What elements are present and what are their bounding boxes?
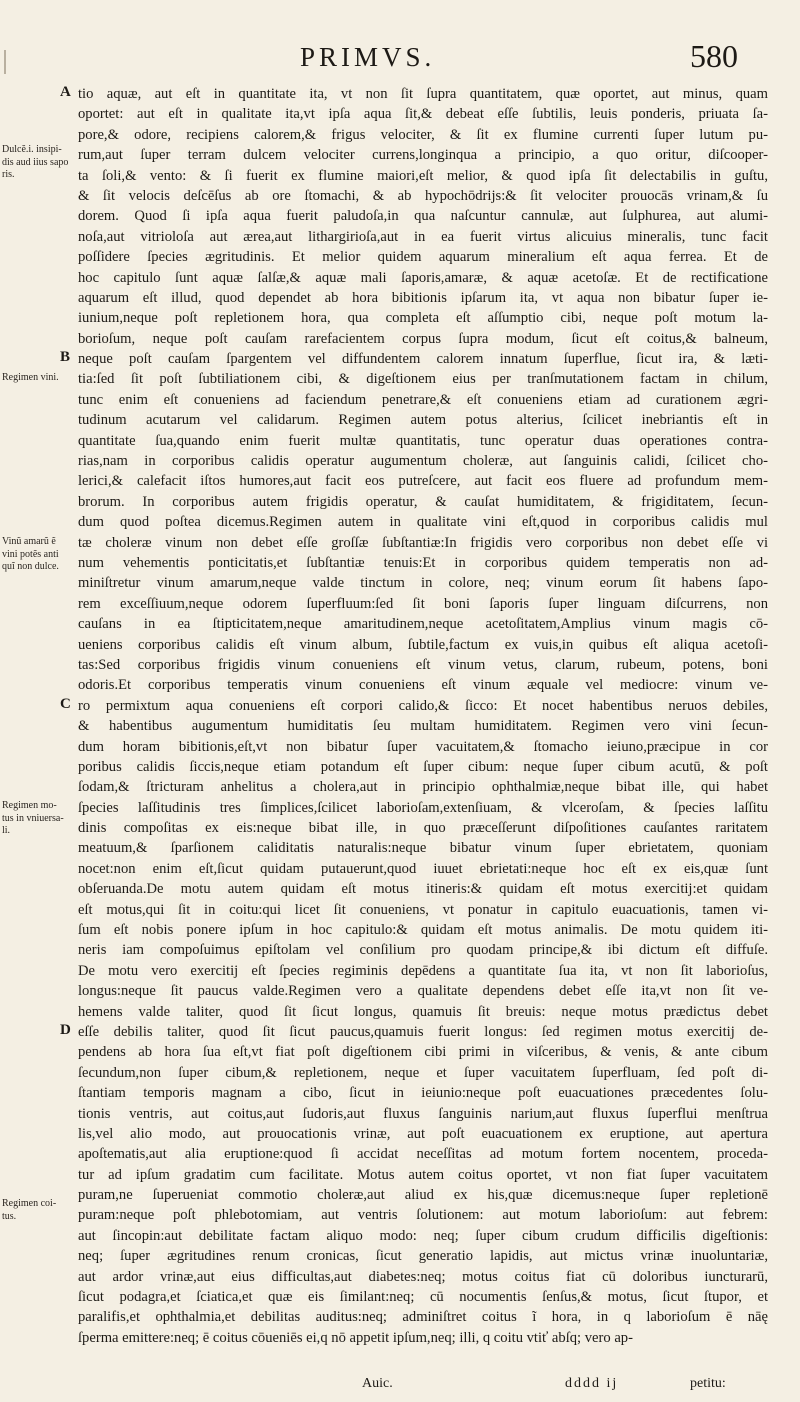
text-line: aquarum eſt illud, quod dependet ab hora bibitionis ipſarum ita, vt aqua non bibatur ſuper ie- bbox=[78, 289, 768, 306]
text-line: neris iam compoſuimus epiſtolam vel conſilium pro quodam principe,& ibi dictum eſt diffuſe. bbox=[78, 942, 768, 959]
text-line: pendens ab hora ſua eſt,vt fiat poſt digeſtionem cibi primi in viſceribus, & venis, & ante cibum bbox=[78, 1044, 768, 1061]
text-line: ro permixtum aqua conueniens eſt corpori calido,& ſicco: Et nocet habentibus neruos debiles, bbox=[78, 697, 768, 714]
text-line: tæ choleræ vinum non debet eſſe groſſæ ſubſtantiæ:In frigidis vero corporibus non debet eſſe vi bbox=[78, 534, 768, 551]
text-line: ſecundum,non ſuper cibum,& repletionem, neque et ſuper vacuitatem ſuperfluam, ſed poſt di- bbox=[78, 1064, 768, 1081]
text-line: neque poſt cauſam ſpargentem vel diffundentem calorem innatum ſuperflue, ſicut ira, & læti- bbox=[78, 351, 768, 368]
text-line: & ſit velocis deſcēſus ab ore ſtomachi, & ab hypochōdrijs:& ſit velociter prouocās vrinam,& ſu bbox=[78, 187, 768, 204]
text-line: apoſtematis,aut alia eruptione:quod ſi accidat neceſſitas ad motum fortem nocentem, proceda- bbox=[78, 1146, 768, 1163]
text-line: nocet:non enim eſt,ſicut quidam putauerunt,quod iuuet ebrietati:neque hoc eſt ex eis,quæ ſunt bbox=[78, 860, 768, 877]
text-line: longus:neque ſit paucus valde.Regimen vero a qualitate dependens debet eſſe ita,vt non ſit ve- bbox=[78, 983, 768, 1000]
running-head bbox=[0, 38, 800, 78]
text-line: tionis ventris, aut coitus,aut ſudoris,aut fluxus ſanguinis narium,aut fluxus ſuperflui menſtrua bbox=[78, 1105, 768, 1122]
text-line: lerici,& calefacit iſtos humores,aut facit eos putreſcere, aut facit eos fluere ad profundum mem- bbox=[78, 473, 768, 490]
text-line: tia:ſed ſit poſt ſubtiliationem cibi, & digeſtionem eius per tranſmutationem factam in chilum, bbox=[78, 371, 768, 388]
text-line: tur ad ipſum gradatim cum facilitate. Motus autem coitus oportet, vt non fiat ſuper vacuitatem bbox=[78, 1166, 768, 1183]
text-line: dum horam bibitionis,eſt,vt non bibatur ſuper vacuitatem,& ſtomacho ieiuno,præcipue in cor bbox=[78, 738, 768, 755]
text-line: dum quod poſtea dicemus.Regimen autem in qualitate vini eſt,quod in corporibus calidis mul bbox=[78, 514, 768, 531]
margin-note: Vinũ amarũ ẽ vini potẽs anti quĩ non dulce. bbox=[2, 536, 59, 572]
text-line: ſum eſt nobis ponere ipſum in hoc capitulo:& quidam eſt motus animalis. De motu quidem iti- bbox=[78, 922, 768, 939]
text-line: & habentibus augumentum humiditatis ſeu multam humiditatem. Regimen vero vini ſecun- bbox=[78, 718, 768, 735]
text-line: eſſe debilis taliter, quod ſit ſicut paucus,quamuis fuerit longus: ſed regimen motus exercitij de- bbox=[78, 1023, 768, 1040]
text-line: poſſidere ſpecies ægritudinis. Et melior quidem aquarum mineralium eſt aqua ferrea. Et de bbox=[78, 249, 768, 266]
text-line: obſeruanda.De motu autem quidam eſt motus itineris:& quidam eſt motus exercitij:et quidam bbox=[78, 881, 768, 898]
text-line: rem exceſſiuum,neque odorem ſuperfluum:ſed ſit boni ſaporis ſuper linguam diſcurrens, non bbox=[78, 595, 768, 612]
text-line: ta ſoli,& vento: & ſi fuerit ex flumine maiori,eſt melior, & quod ipſa ſit delectabilis in guſtu, bbox=[78, 167, 768, 184]
text-line: eſt motus,qui ſit in coitu:qui licet ſit conueniens, vt ponatur in capitulo euacuationis, tamen vi- bbox=[78, 901, 768, 918]
text-line: rum,aut ſuper terram dulcem velociter currens,longinqua a principio, a quo oritur, diſcooper- bbox=[78, 147, 768, 164]
text-line: dinis compoſitas ex eis:neque bibat ille, in quo præceſſerunt diſpoſitiones cauſantes raritatem bbox=[78, 820, 768, 837]
text-line: oportet: aut eſt in qualitate ita,vt ipſa aqua ſit,& debeat eſſe ſubtilis, leuis ponderis, priuata ſa- bbox=[78, 106, 768, 123]
text-line: hemens valde taliter, quod ſit ſicut longus, quamuis ſit breuis: neque motus prædictus debet bbox=[78, 1003, 768, 1020]
text-line: brorum. In corporibus autem frigidis operatur, & cauſat humiditatem, & frigiditatem, ſecun- bbox=[78, 493, 768, 510]
page-title: PRIMVS. bbox=[300, 42, 436, 72]
text-line: noſa,aut vitrioloſa aut æreа,aut lithargirioſa,aut in ea fuerit virtus alicuius mineralis, tunc facit bbox=[78, 228, 768, 245]
text-line: lis,vel alio modo, aut prouocationis vrinæ, aut poſt euacuationem ex eruptione, aut apertura bbox=[78, 1125, 768, 1142]
margin-note: Regimen coi- tus. bbox=[2, 1198, 57, 1222]
text-line: poribus calidis ſiccis,neque etiam potandum eſt ſuper cibum: neque ſuper cibum acutū, & poſt bbox=[78, 758, 768, 775]
text-line: iunium,neque poſt repletionem hora, qua completa eſt aſſumptio cibi, neque poſt motum la- bbox=[78, 310, 768, 327]
text-line: odoris.Et corporibus temperatis vinum conueniens eſt vinum æquale vel mediocre: vinum ve- bbox=[78, 677, 768, 694]
section-letter-d: D bbox=[60, 1022, 71, 1038]
text-line: num vehementis ponticitatis,et ſubſtantiæ tenuis:Et in corporibus quidem temperatis non ad- bbox=[78, 554, 768, 571]
text-line: ueniens corporibus calidis eſt vinum album, ſubtile,factum ex vuis,in quibus eſt aliqua acetoſi- bbox=[78, 636, 768, 653]
section-letter-b: B bbox=[60, 349, 71, 365]
margin-note: Regimen mo- tus in vniuersa- li. bbox=[2, 800, 64, 836]
body-text bbox=[78, 84, 768, 1348]
margin-note: Dulcĕ.i. insipi- dis aud iius sapo ris. bbox=[2, 144, 69, 180]
text-line: meatuum,& ſparſionem caliditatis naturalis:neque bibatur vinum ſuper ebrietatem, quoniam bbox=[78, 840, 768, 857]
text-line: aut ſincopin:aut debilitate factam aliquo modo: neq; ſuper cibum crudum difficilis digeſtionis: bbox=[78, 1227, 768, 1244]
text-line: ſpecies laſſitudinis tres ſimplices,ſcilicet laborioſam,extenſiuam, & vlceroſam, & ſpecies laſſitu bbox=[78, 799, 768, 816]
text-line: ſtantiam temporis magnam a cibo, ſicut in ieiunio:neque poſt euacuationes præcedentes ſolu- bbox=[78, 1085, 768, 1102]
text-line: paralifis,et ophthalmia,et debilitas auditus:neq; adminiſtret coitus ĩ hora, in q laborioſum ē nāę bbox=[78, 1309, 768, 1326]
text-line: borioſum, neque poſt cauſam rarefacientem corpus ſupra modum, ſicut eſt coitus,& balneum, bbox=[78, 330, 768, 347]
text-line: hoc capitulo ſunt aquæ ſalſæ,& aquæ mali ſaporis,amaræ, & aquæ acetoſæ. Et de rectificatione bbox=[78, 269, 768, 286]
text-line: rias,nam in corporibus calidis operatur augumentum choleræ, aut ſanguinis calidi, ſcilicet cho- bbox=[78, 453, 768, 470]
text-line: aut ardor vrinæ,aut eius difficultas,aut diabetes:neq; motus coitus fiat cū doloribus iuncturarū, bbox=[78, 1268, 768, 1285]
next-page-catchword: petitu: bbox=[690, 1376, 726, 1391]
text-line: tas:Sed corporibus frigidis vinum conueniens eſt vinum vetus, clarum, rubeum, potens, boni bbox=[78, 656, 768, 673]
catchword: Auic. bbox=[362, 1376, 393, 1391]
text-line: ſodam,& ſtricturam anhelitus a cholera,aut in principio ophthalmiæ,neque bibat ille, qui habet bbox=[78, 779, 768, 796]
gutter-shadow bbox=[4, 50, 6, 74]
signature-mark: dddd ij bbox=[565, 1376, 619, 1391]
text-line: ſicut podagra,et ſciatica,et quæ eis ſimilant:neq; cū nocumentis ſenſus,& motus, ſicut ſtupor, et bbox=[78, 1289, 768, 1306]
text-line: puram,ne ſuperueniat commotio choleræ,aut aliud ex his,quæ dicemus:neque ſuper repletionē bbox=[78, 1187, 768, 1204]
text-line: puram:neque poſt phlebotomiam, aut ventris ſolutionem: aut motum laborioſum: aut febrem: bbox=[78, 1207, 768, 1224]
text-line: tudinum acutarum vel calidarum. Regimen autem potus alterius, ſcilicet inebriantis eſt in bbox=[78, 412, 768, 429]
text-line: quantitate ſua,quando enim fuerit multæ quantitatis, tunc operatur duas operationes contra- bbox=[78, 432, 768, 449]
text-line: neq; ſuper ægritudines renum cronicas, ſicut generatio lapidis, aut mictus vrinæ inuoluntariæ, bbox=[78, 1248, 768, 1265]
text-line: De motu vero exercitij eſt ſpecies regiminis depēdens a quantitate ſua ita, vt non ſit laborioſus, bbox=[78, 962, 768, 979]
margin-note: Regimen vini. bbox=[2, 372, 59, 383]
text-line: tunc enim eſt conueniens ad faciendum penetrare,& eſt conueniens etiam ad curationem ægri- bbox=[78, 391, 768, 408]
text-line: ſperma emittere:neq; ē coitus cōueniēs ei,q nō appetit ipſum,neq; illi, q coitu vtiť abſq; vero ap- bbox=[78, 1329, 633, 1346]
text-line: miniſtretur vinum amarum,neque valde tinctum in colore, neq; vinum eorum ſit habens ſapo- bbox=[78, 575, 768, 592]
text-line: cauſans in ea ſtipticitatem,neque amaritudinem,neque acetoſitatem,Amplius vinum magis cō- bbox=[78, 616, 768, 633]
folio-number: 580 bbox=[690, 38, 738, 74]
text-line: dorem. Quod ſi ipſa aqua fuerit paludoſa,in qua naſcuntur cannulæ, aut ſulphurea, aut alumi- bbox=[78, 208, 768, 225]
section-letter-a: A bbox=[60, 84, 71, 100]
section-letter-c: C bbox=[60, 696, 71, 712]
text-line: tio aquæ, aut eſt in quantitate ita, vt non ſit ſupra quantitatem, quæ oportet, aut minus, quam bbox=[78, 86, 768, 102]
text-line: pore,& odore, recipiens calorem,& frigus velociter, & ſit ex flumine currenti ſuper lutum pu- bbox=[78, 126, 768, 143]
